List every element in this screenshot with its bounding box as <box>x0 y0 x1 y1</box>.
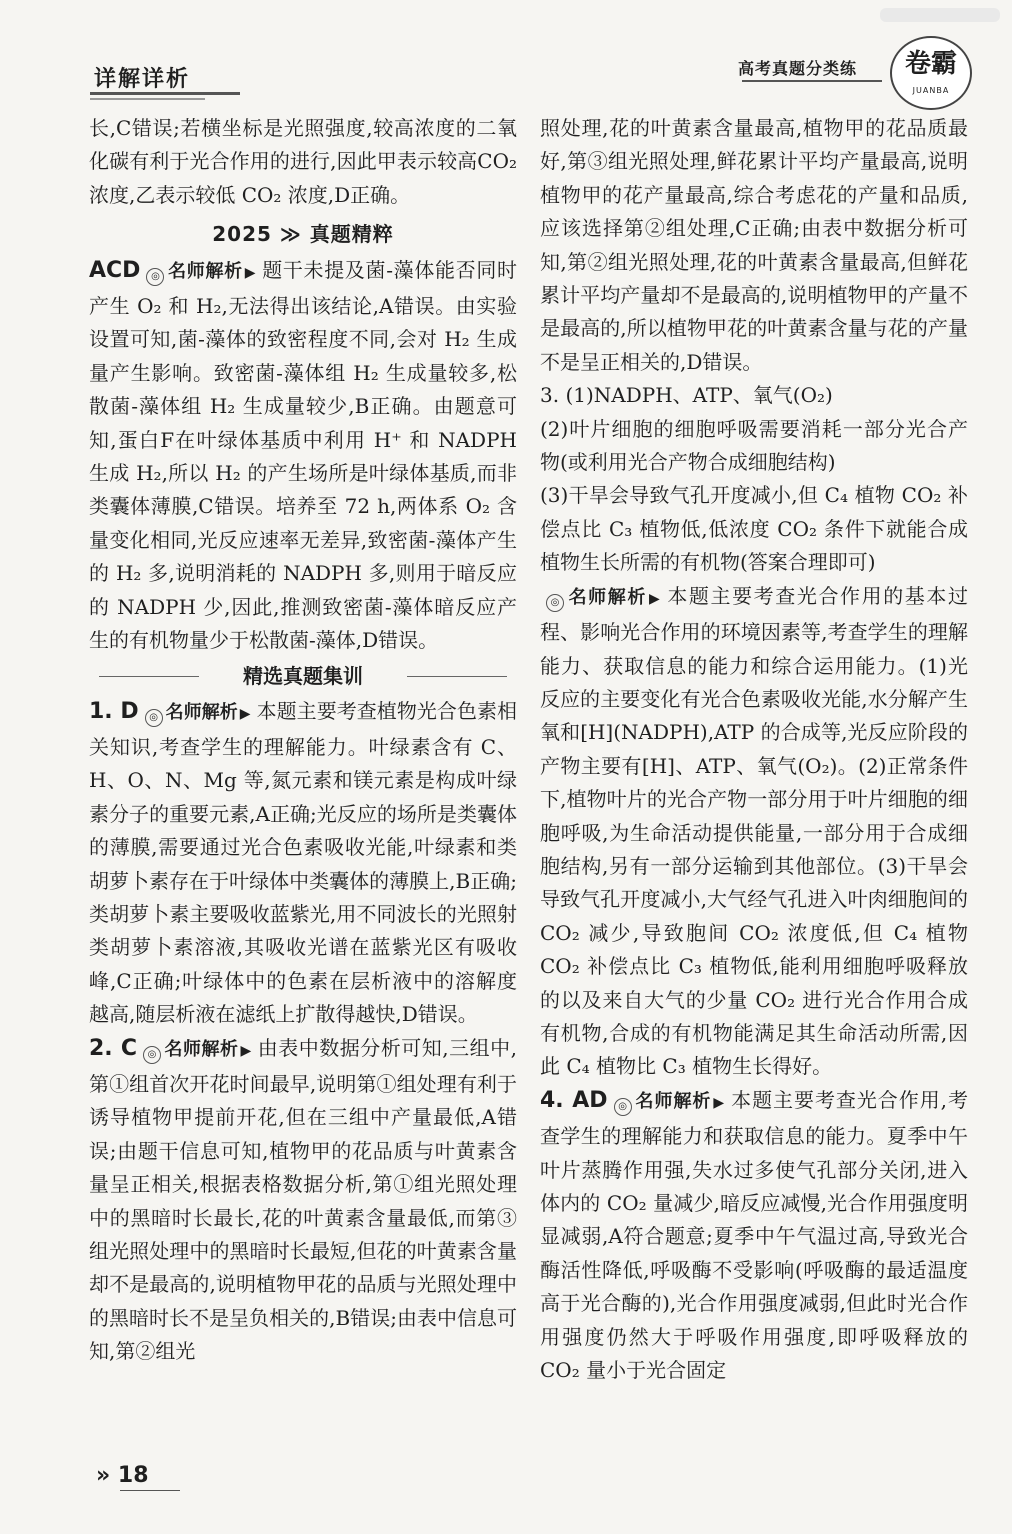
page-number-rule <box>120 1490 180 1491</box>
answer-label: ACD <box>89 257 141 283</box>
question-3-analysis <box>540 580 968 1084</box>
section-title-selected: 精选真题集训 <box>243 663 363 688</box>
question-1 <box>89 695 517 1032</box>
page-number <box>96 1463 149 1488</box>
answer-label: 2. C <box>89 1035 137 1061</box>
question-3-line-2: (2)叶片细胞的细胞呼吸需要消耗一部分光合产物(或利用光合产物合成细胞结构) <box>540 416 968 475</box>
question-acd <box>89 254 517 658</box>
question-2 <box>89 1032 517 1369</box>
question-3-line-1: 3. (1)NADPH、ATP、氧气(O₂) <box>540 383 833 408</box>
logo-main-text: 卷霸 <box>904 49 957 79</box>
analysis-tag: 名师解析 <box>163 1038 239 1060</box>
page-header <box>0 0 1012 110</box>
page-number-text: 18 <box>117 1463 149 1488</box>
brand-logo <box>890 36 972 110</box>
section-title-2025: 2025 ≫ 真题精粹 <box>212 222 394 247</box>
right-column <box>540 112 968 1387</box>
analysis-tag: 名师解析 <box>567 586 647 608</box>
arrow-icon: ▶ <box>648 590 662 607</box>
divider-line-right <box>407 676 507 677</box>
question-4 <box>540 1084 968 1388</box>
analysis-text: 本题主要考查光合作用,考查学生的理解能力和获取信息的能力。夏季中午叶片蒸腾作用强,失水过多使气孔部分关闭,进入体内的 CO₂ 量减少,暗反应减慢,光合作用强度明显减弱,A符合题意;夏季中午气温过高,导致光合酶活性降低,呼吸酶不受影响(呼吸酶的最适温度高于光合酶的),光合作用强度减弱,但此时光合作用强度仍然大于呼吸作用强度,即呼吸释放的 CO₂ 量小于光合固定 <box>540 1087 968 1383</box>
answer-label: 4. AD <box>540 1087 608 1113</box>
teacher-icon: ◎ <box>145 709 163 727</box>
arrow-icon: ▶ <box>239 705 251 722</box>
series-title-right: 高考真题分类练 <box>738 59 858 78</box>
arrow-icon: ▶ <box>713 1094 726 1111</box>
left-column <box>89 112 517 1369</box>
analysis-text: 本题主要考查光合作用的基本过程、影响光合作用的环境因素等,考查学生的理解能力、获取信息的能力和综合运用能力。(1)光反应的主要变化有光合色素吸收光能,水分解产生氧和[H](NADPH),ATP 的合成等,光反应阶段的产物主要有[H]、ATP、氧气(O₂)。(2)正常条件下,植物叶片的光合产物一部分用于叶片细胞的细胞呼吸,为生命活动提供能量,一部分用于合成细胞结构,另有一部分运输到其他部位。(3)干旱会导致气孔开度减小,大气经气孔进入叶肉细胞间的 CO₂ 减少,导致胞间 CO₂ 浓度低,但 C₄ 植物 CO₂ 补偿点比 C₃ 植物低,能利用细胞呼吸释放的以及来自大气的少量 CO₂ 进行光合作用合成有机物,合成的有机物能满足其生命活动所需,因此 C₄ 植物比 C₃ 植物生长得好。 <box>540 583 968 1079</box>
header-rule <box>90 92 240 95</box>
analysis-tag: 名师解析 <box>634 1090 712 1112</box>
top-decoration <box>880 8 1000 22</box>
answer-label: 1. D <box>89 698 139 724</box>
continued-paragraph: 照处理,花的叶黄素含量最高,植物甲的花品质最好,第③组光照处理,鲜花累计平均产量最高,说明植物甲的花产量最高,综合考虑花的产量和品质,应该选择第②组处理,C正确;由表中数据分析可知,第②组光照处理,花的叶黄素含量最高,但鲜花累计平均产量却不是最高的,说明植物甲的产量不是最高的,所以植物甲花的叶黄素含量与花的产量不是呈正相关的,D错误。 <box>540 116 968 374</box>
section-divider <box>89 660 517 693</box>
arrow-icon: ▶ <box>240 1042 252 1059</box>
teacher-icon: ◎ <box>546 594 564 612</box>
double-chevron-icon: » <box>96 1463 111 1488</box>
analysis-text: 题干未提及菌-藻体能否同时产生 O₂ 和 H₂,无法得出该结论,A错误。由实验设置可知,菌-藻体的致密程度不同,会对 H₂ 生成量产生影响。致密菌-藻体组 H₂ 生成量较多,松散菌-藻体组 H₂ 生成量较少,B正确。由题意可知,蛋白F在叶绿体基质中利用 H⁺ 和 NADPH 生成 H₂,所以 H₂ 的产生场所是叶绿体基质,而非类囊体薄膜,C错误。培养至 72 h,两体系 O₂ 含量变化相同,光反应速率无差异,致密菌-藻体产生的 H₂ 多,说明消耗的 NADPH 多,则用于暗反应的 NADPH 少,因此,推测致密菌-藻体暗反应产生的有机物量少于松散菌-藻体,D错误。 <box>89 257 517 653</box>
teacher-icon: ◎ <box>614 1098 632 1116</box>
analysis-tag: 名师解析 <box>165 701 238 723</box>
teacher-icon: ◎ <box>143 1046 161 1064</box>
header-rule-right <box>742 80 882 82</box>
series-title-left: 详解详析 <box>94 67 191 92</box>
teacher-icon: ◎ <box>146 268 164 286</box>
arrow-icon: ▶ <box>244 264 257 281</box>
header-rule-thin <box>90 98 205 100</box>
continued-paragraph: 长,C错误;若横坐标是光照强度,较高浓度的二氧化碳有利于光合作用的进行,因此甲表示较高CO₂ 浓度,乙表示较低 CO₂ 浓度,D正确。 <box>89 116 517 207</box>
analysis-text: 由表中数据分析可知,三组中,第①组首次开花时间最早,说明第①组处理有利于诱导植物甲提前开花,但在三组中产量最低,A错误;由题干信息可知,植物甲的花品质与叶黄素含量呈正相关,根据表格数据分析,第①组光照处理中的黑暗时长最长,花的叶黄素含量最低,而第③组光照处理中的黑暗时长最短,但花的叶黄素含量却不是最高的,说明植物甲花的品质与光照处理中的黑暗时长不是呈负相关的,B错误;由表中信息可知,第②组光 <box>89 1035 518 1364</box>
question-3-line-3: (3)干旱会导致气孔开度减小,但 C₄ 植物 CO₂ 补偿点比 C₃ 植物低,低浓度 CO₂ 条件下就能合成植物生长所需的有机物(答案合理即可) <box>540 483 968 575</box>
analysis-tag: 名师解析 <box>167 260 243 282</box>
analysis-text: 本题主要考查植物光合色素相关知识,考查学生的理解能力。叶绿素含有 C、H、O、N、Mg 等,氮元素和镁元素是构成叶绿素分子的重要元素,A正确;光反应的场所是类囊体的薄膜,需要通过光合色素吸收光能,叶绿素和类胡萝卜素存在于叶绿体中类囊体的薄膜上,B正确;类胡萝卜素主要吸收蓝紫光,用不同波长的光照射类胡萝卜素溶液,其吸收光谱在蓝紫光区有吸收峰,C正确;叶绿体中的色素在层析液中的溶解度越高,随层析液在滤纸上扩散得越快,D错误。 <box>89 698 518 1027</box>
logo-sub-text: JUANBA <box>912 86 950 95</box>
